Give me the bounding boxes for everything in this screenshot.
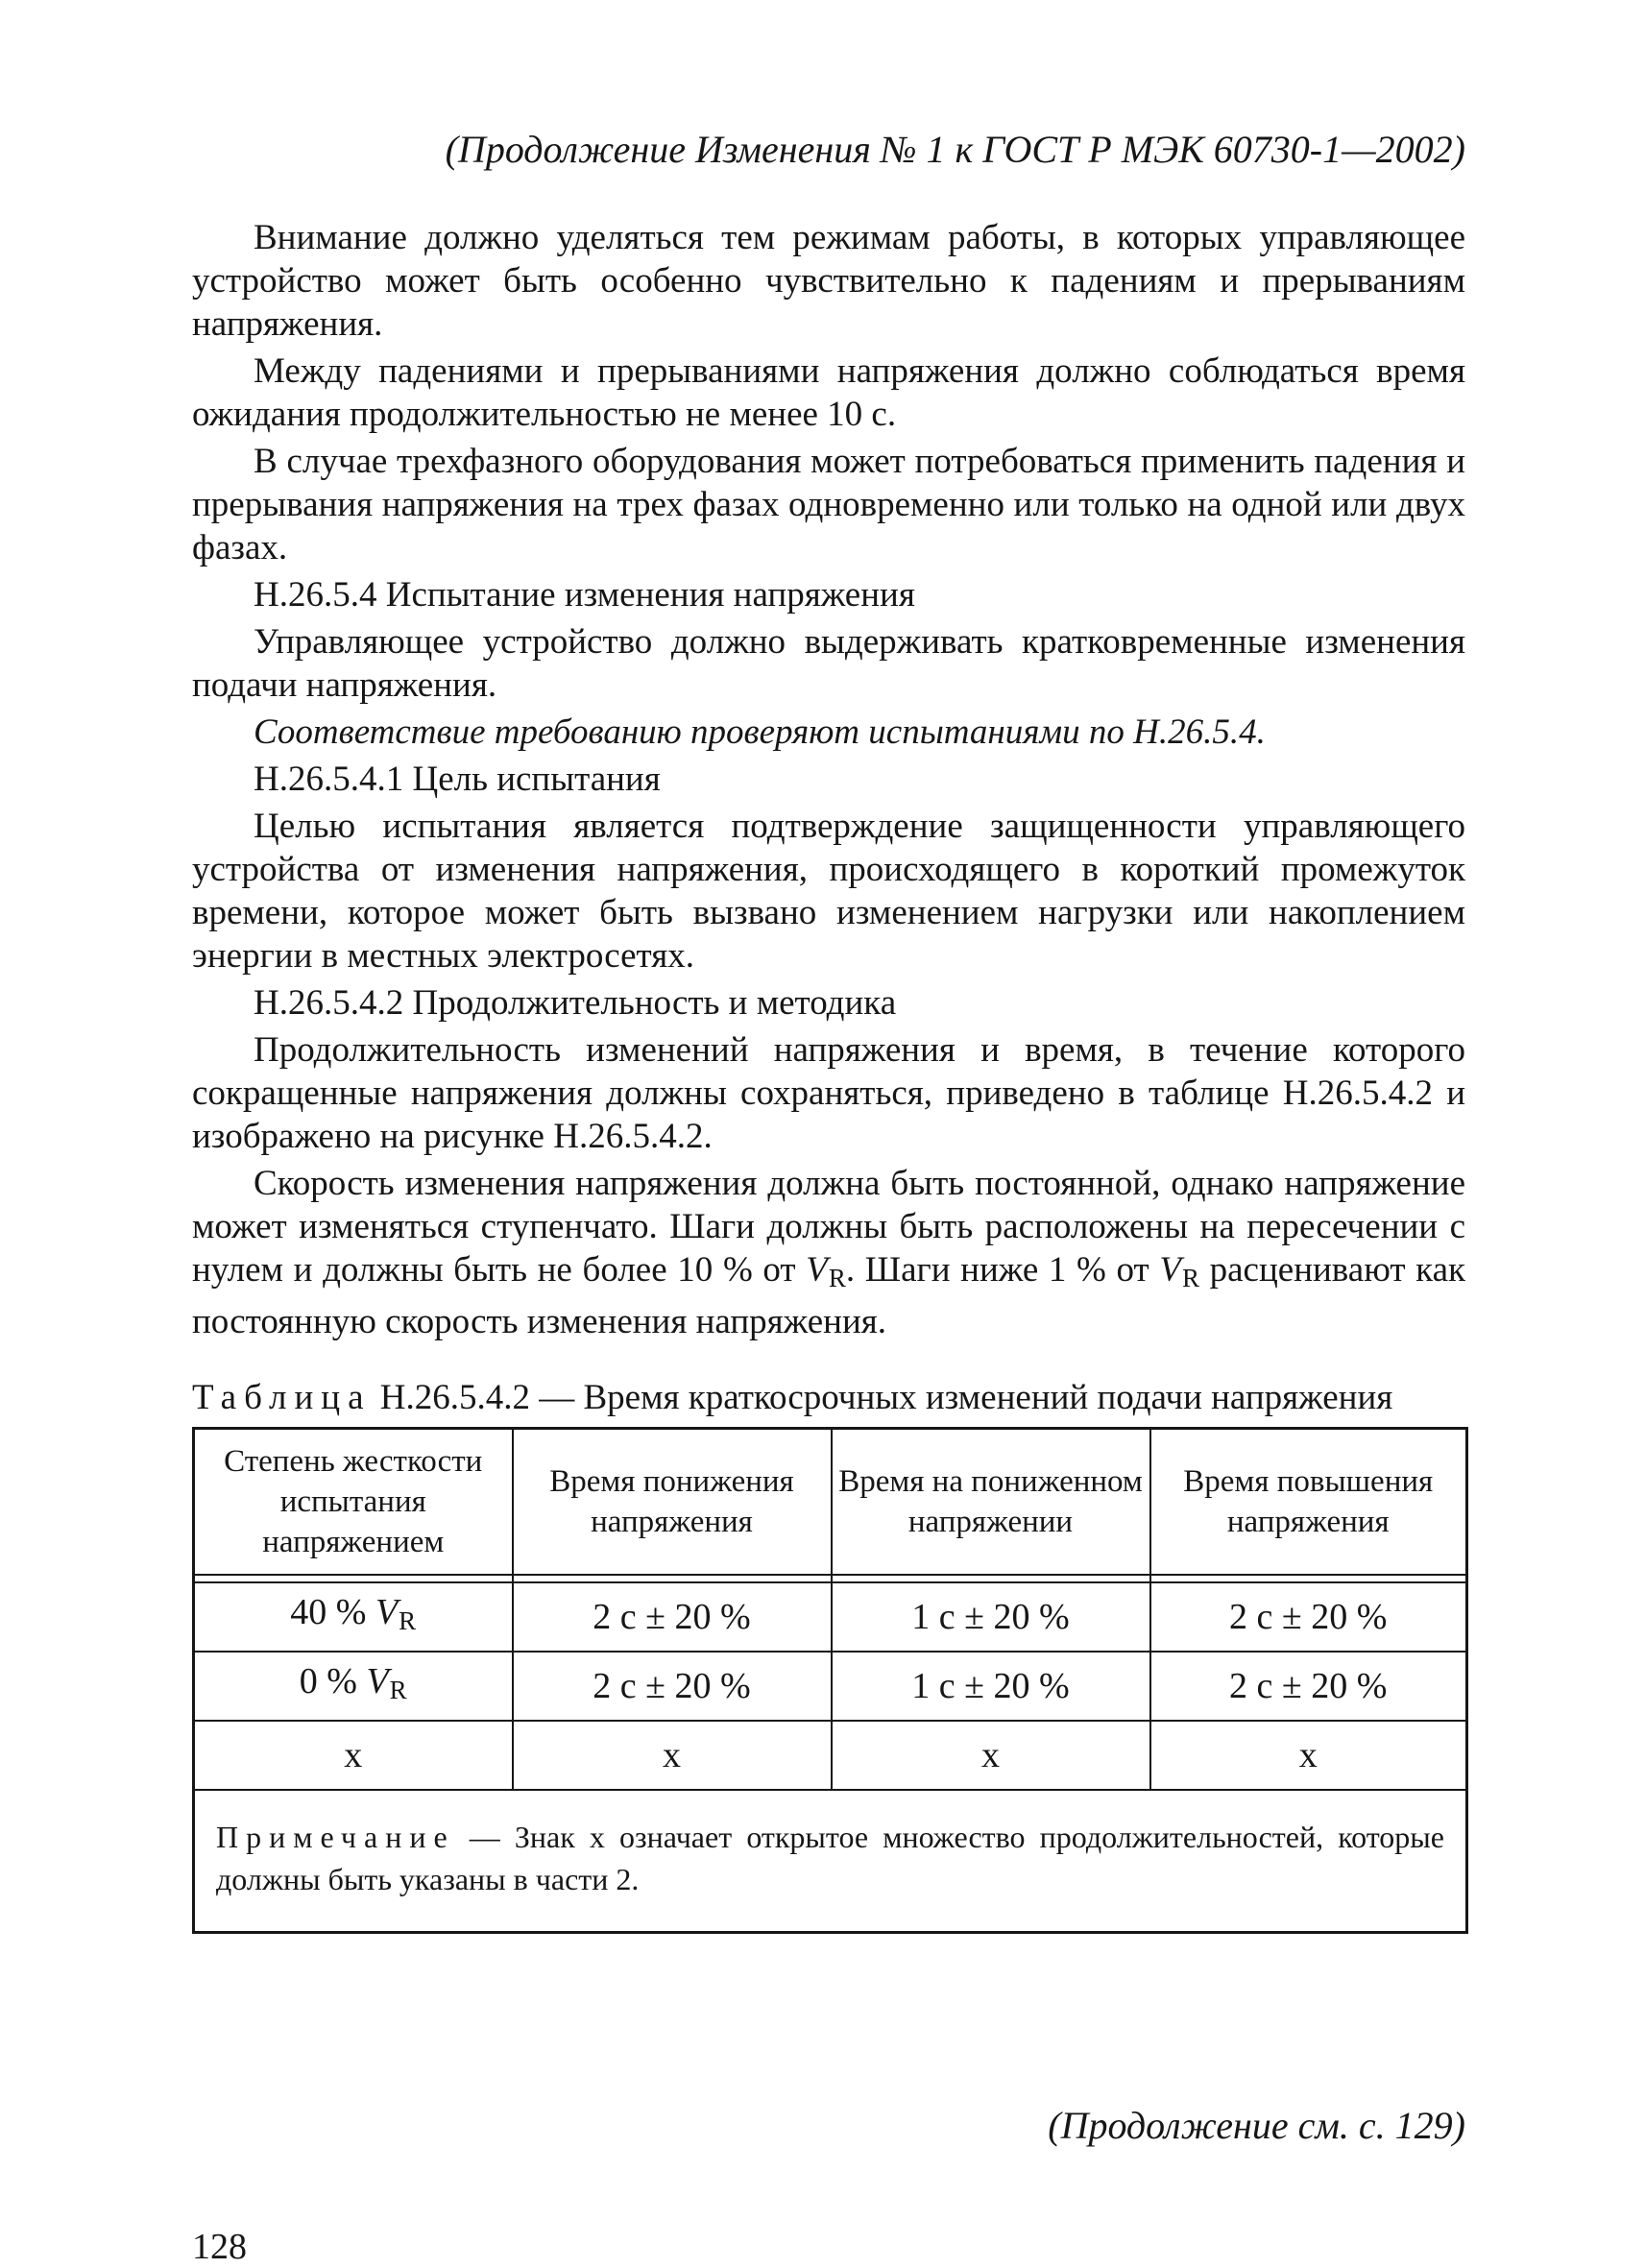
table-row: [194, 1582, 1467, 1652]
table-row: [194, 1721, 1467, 1790]
column-header-decrease-time: Время понижения напряжения: [513, 1429, 832, 1576]
section-heading-h26-5-4-2: Н.26.5.4.2 Продолжительность и методика: [254, 983, 897, 1023]
table-cell-at-low: 1 с ± 20 %: [832, 1582, 1150, 1652]
table-cell-at-low: х: [832, 1721, 1150, 1790]
vr-symbol: $V_R$: [375, 1592, 417, 1635]
paragraph-8: Целью испытания является подтверждение защищенности управляющего устройства от изменения напряжения, происходящего в короткий промежуток времени, которое может быть вызвано изменением нагрузки или накоплением энергии в местных электросетях.: [192, 807, 1465, 976]
compliance-statement: Соответствие требованию проверяют испытаниями по Н.26.5.4.: [254, 712, 1266, 752]
paragraph-11-part-3: расценивают как постоянную скорость изменения напряжения.: [192, 1250, 1465, 1341]
table-cell-level: 40 % $V_R$: [194, 1582, 513, 1652]
table-row: [194, 1652, 1467, 1721]
paragraph-11-part-1: Скорость изменения напряжения должна быть постоянной, однако напряжение может изменяться ступенчато. Шаги должны быть расположены на пересечении с нулем и должны быть не более 10 % от: [192, 1164, 1465, 1290]
paragraph-10: Продолжительность изменений напряжения и время, в течение которого сокращенные напряжения должны сохраняться, приведено в таблице Н.26.5.4.2 и изображено на рисунке Н.26.5.4.2.: [192, 1030, 1465, 1156]
page-body: [192, 216, 1465, 1934]
running-header: (Продолжение Изменения № 1 к ГОСТ Р МЭК 60730-1—2002): [445, 128, 1465, 171]
table-caption-text: Н.26.5.4.2 — Время краткосрочных изменений подачи напряжения: [371, 1378, 1393, 1417]
column-header-severity: Степень жесткости испытания напряжением: [194, 1429, 513, 1576]
paragraph-11-part-2: . Шаги ниже 1 % от: [845, 1250, 1160, 1290]
continuation-footer: (Продолжение см. с. 129): [1048, 2104, 1465, 2147]
paragraph-11: [192, 1162, 1465, 1343]
table-note-text: — Знак х означает открытое множество продолжительностей, которые должны быть указаны в части 2.: [216, 1820, 1444, 1896]
page-number: 128: [192, 2227, 247, 2267]
column-header-increase-time: Время повышения напряжения: [1150, 1429, 1467, 1576]
paragraph-2: Между падениями и прерываниями напряжения должно соблюдаться время ожидания продолжительностью не менее 10 с.: [192, 351, 1465, 434]
table-header-row: [194, 1429, 1467, 1576]
table-caption-prefix: Таблица: [192, 1378, 372, 1417]
table-cell-level: х: [194, 1721, 513, 1790]
vr-symbol: $V_R$: [366, 1661, 407, 1704]
voltage-variation-table: [192, 1427, 1468, 1934]
table-cell-down: х: [513, 1721, 832, 1790]
section-heading-h26-5-4: Н.26.5.4 Испытание изменения напряжения: [254, 575, 915, 615]
table-cell-up: х: [1150, 1721, 1467, 1790]
table-cell-up: 2 с ± 20 %: [1150, 1582, 1467, 1652]
table-cell-down: 2 с ± 20 %: [513, 1652, 832, 1721]
table-caption: [192, 1376, 1465, 1419]
vr-symbol: $V_R$: [806, 1250, 846, 1292]
paragraph-3: В случае трехфазного оборудования может потребоваться применить падения и прерывания напряжения на трех фазах одновременно или только на одной или двух фазах.: [192, 442, 1465, 567]
vr-symbol: $V_R$: [1159, 1250, 1199, 1292]
section-heading-h26-5-4-1: Н.26.5.4.1 Цель испытания: [254, 760, 661, 799]
table-note: [194, 1790, 1467, 1933]
table-cell-at-low: 1 с ± 20 %: [832, 1652, 1150, 1721]
table-cell-up: 2 с ± 20 %: [1150, 1652, 1467, 1721]
table-note-prefix: Примечание: [216, 1820, 455, 1854]
paragraph-5: Управляющее устройство должно выдерживать кратковременные изменения подачи напряжения.: [192, 622, 1465, 705]
table-cell-level: 0 % $V_R$: [194, 1652, 513, 1721]
header-separator: [194, 1575, 1467, 1582]
paragraph-1: Внимание должно уделяться тем режимам работы, в которых управляющее устройство может быть особенно чувствительно к падениям и прерываниям напряжения.: [192, 218, 1465, 344]
column-header-reduced-time: Время на пониженном напряжении: [832, 1429, 1150, 1576]
table-cell-down: 2 с ± 20 %: [513, 1582, 832, 1652]
table-note-row: [194, 1790, 1467, 1933]
